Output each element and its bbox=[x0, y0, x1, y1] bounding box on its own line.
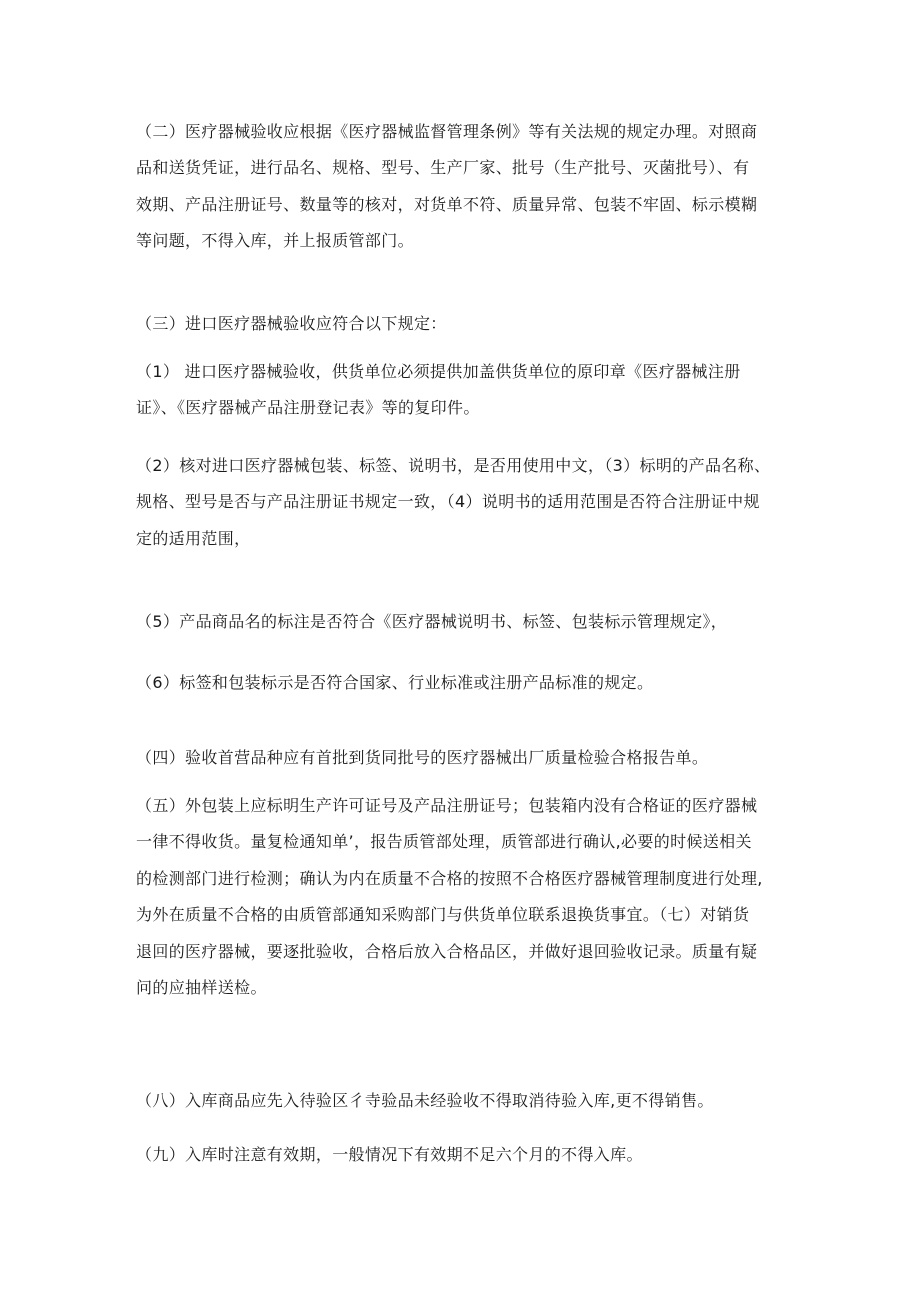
text-line: （八）入库商品应先入待验区彳寺验品未经验收不得取消待验入库,更不得销售。 bbox=[136, 1091, 714, 1110]
text-line: 一律不得收货。量复检通知单’，报告质管部处理，质管部进行确认,必要的时候送相关 bbox=[136, 832, 752, 852]
text-line: 证》、《医疗器械产品注册登记表》等的复印件。 bbox=[136, 398, 480, 418]
text-line: 品和送货凭证，进行品名、规格、型号、生产厂家、批号（生产批号、灭菌批号）、有 bbox=[136, 158, 750, 178]
paragraph-3-2 bbox=[136, 448, 796, 557]
text-line: 为外在质量不合格的由质管部通知采购部门与供货单位联系退换货事宜。（七）对销货 bbox=[136, 905, 750, 925]
text-line: 问的应抽样送检。 bbox=[136, 977, 267, 997]
paragraph-5 bbox=[136, 788, 796, 1006]
paragraph-3 bbox=[136, 306, 796, 342]
text-line: 等问题，不得入库，并上报质管部门。 bbox=[136, 231, 414, 251]
text-line: 效期、产品注册证号、数量等的核对，对货单不符、质量异常、包装不牢固、标示模糊 bbox=[136, 194, 758, 214]
text-line: （四）验收首营品种应有首批到货同批号的医疗器械出厂质量检验合格报告单。 bbox=[136, 748, 709, 767]
text-line: 规格、型号是否与产品注册证书规定一致，（4）说明书的适用范围是否符合注册证中规 bbox=[136, 492, 760, 512]
paragraph-3-5 bbox=[136, 604, 796, 640]
paragraph-2 bbox=[136, 114, 796, 260]
text-line: 退回的医疗器械，要逐批验收，合格后放入合格品区，并做好退回验收记录。质量有疑 bbox=[136, 941, 758, 961]
text-line: 的检测部门进行检测；确认为内在质量不合格的按照不合格医疗器械管理制度进行处理, bbox=[136, 868, 763, 888]
text-line: （5）产品商品名的标注是否符合《医疗器械说明书、标签、包装标示管理规定》， bbox=[136, 612, 728, 631]
paragraph-3-1 bbox=[136, 354, 796, 427]
text-line: （五）外包装上应标明生产许可证号及产品注册证号；包装箱内没有合格证的医疗器械 bbox=[136, 796, 758, 815]
text-line: （二）医疗器械验收应根据《医疗器械监督管理条例》等有关法规的规定办理。对照商 bbox=[136, 122, 758, 141]
text-line: （三）进口医疗器械验收应符合以下规定： bbox=[136, 314, 447, 333]
text-line: （九）入库时注意有效期，一般情况下有效期不足六个月的不得入库。 bbox=[136, 1145, 643, 1164]
paragraph-4 bbox=[136, 740, 796, 776]
paragraph-8 bbox=[136, 1083, 796, 1119]
text-line: （2）核对进口医疗器械包装、标签、说明书，是否用使用中文，（3）标明的产品名称、 bbox=[136, 456, 771, 475]
text-line: （1） 进口医疗器械验收，供货单位必须提供加盖供货单位的原印章《医疗器械注册 bbox=[136, 362, 741, 381]
text-line: （6）标签和包装标示是否符合国家、行业标准或注册产品标准的规定。 bbox=[136, 673, 654, 692]
paragraph-9 bbox=[136, 1137, 796, 1173]
paragraph-3-6 bbox=[136, 665, 796, 701]
text-line: 定的适用范围， bbox=[136, 528, 251, 548]
